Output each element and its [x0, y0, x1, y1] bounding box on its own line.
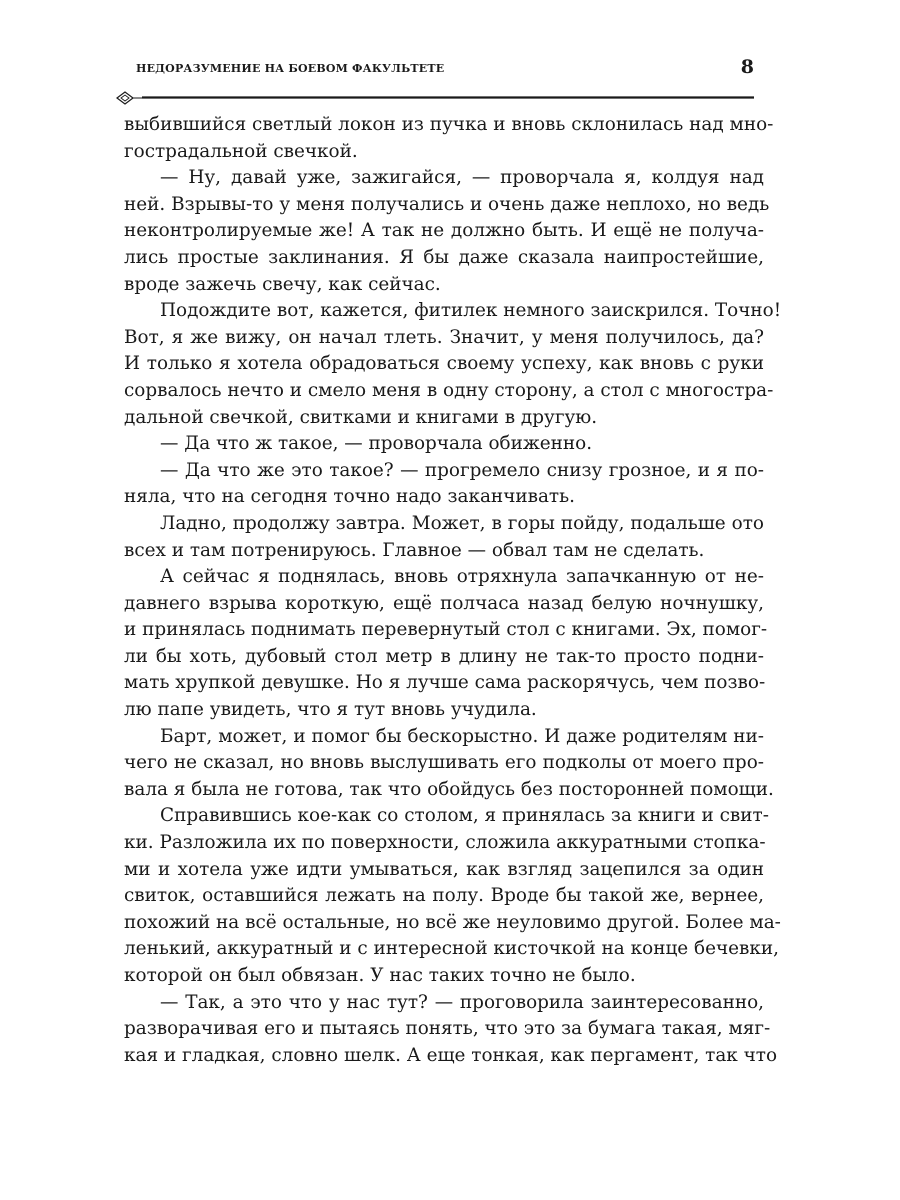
- text-line: вроде зажечь свечу, как сейчас.: [124, 273, 441, 295]
- text-line: Справившись кое-как со столом, я принялась за книги и свит-: [160, 805, 769, 827]
- text-line: ленький, аккуратный и с интересной кисточкой на конце бечевки,: [124, 938, 779, 960]
- text-line: — Да что же это такое? — прогремело снизу грозное, и я по-: [160, 459, 764, 481]
- text-line: ми и хотела уже идти умываться, как взгляд зацепился за один: [124, 858, 764, 880]
- text-line: свиток, оставшийся лежать на полу. Вроде бы такой же, вернее,: [124, 885, 764, 907]
- body-text: [124, 112, 782, 1069]
- text-line: Подождите вот, кажется, фитилек немного заискрился. Точно!: [160, 300, 782, 322]
- text-line: разворачивая его и пытаясь понять, что это за бумага такая, мяг-: [124, 1018, 771, 1040]
- header-rule-ornament: [114, 87, 760, 109]
- text-line: Барт, может, и помог бы бескорыстно. И даже родителям ни-: [160, 725, 764, 747]
- text-line: сорвалось нечто и смело меня в одну сторону, а стол с многостра-: [124, 379, 774, 401]
- text-line: няла, что на сегодня точно надо заканчивать.: [124, 486, 575, 508]
- text-line: давнего взрыва короткую, ещё полчаса назад белую ночнушку,: [124, 592, 764, 614]
- text-line: ки. Разложила их по поверхности, сложила аккуратными стопка-: [124, 832, 766, 854]
- diamond-ornament-icon: [117, 92, 133, 104]
- text-line: мать хрупкой девушке. Но я лучше сама раскорячусь, чем позво-: [124, 672, 766, 694]
- text-line: — Ну, давай уже, зажигайся, — проворчала я, колдуя над: [160, 167, 764, 189]
- page-header: [124, 58, 756, 84]
- page-number: 8: [740, 56, 754, 78]
- text-line: лю папе увидеть, что я тут вновь учудила.: [124, 699, 537, 721]
- text-line: чего не сказал, но вновь выслушивать его подколы от моего про-: [124, 752, 764, 774]
- text-line: гострадальной свечкой.: [124, 140, 358, 162]
- text-line: которой он был обвязан. У нас таких точно не было.: [124, 965, 636, 986]
- text-line: выбившийся светлый локон из пучка и вновь склонилась над мно-: [124, 114, 774, 135]
- text-line: — Так, а это что у нас тут? — проговорила заинтересованно,: [160, 991, 764, 1013]
- text-line: — Да что ж такое, — проворчала обиженно.: [160, 433, 593, 455]
- text-line: Ладно, продолжу завтра. Может, в горы пойду, подальше ото: [160, 512, 764, 534]
- text-line: всех и там потренируюсь. Главное — обвал там не сделать.: [124, 539, 705, 561]
- text-line: ней. Взрывы-то у меня получались и очень даже неплохо, но ведь: [124, 193, 770, 215]
- text-line: Вот, я же вижу, он начал тлеть. Значит, у меня получилось, да?: [124, 326, 764, 348]
- running-title: НЕДОРАЗУМЕНИЕ НА БОЕВОМ ФАКУЛЬТЕТЕ: [136, 62, 445, 75]
- text-line: похожий на всё остальные, но всё же неуловимо другой. Более ма-: [124, 911, 781, 933]
- text-line: дальной свечкой, свитками и книгами в другую.: [124, 406, 598, 428]
- text-line: А сейчас я поднялась, вновь отряхнула запачканную от не-: [160, 566, 764, 588]
- text-line: неконтролируемые же! А так не должно быть. И ещё не получа-: [124, 220, 764, 242]
- text-line: и принялась поднимать перевернутый стол с книгами. Эх, помог-: [124, 619, 768, 641]
- text-line: кая и гладкая, словно шелк. А еще тонкая, как пергамент, так что: [124, 1044, 778, 1066]
- text-line: лись простые заклинания. Я бы даже сказала наипростейшие,: [124, 246, 764, 268]
- text-line: И только я хотела обрадоваться своему успеху, как вновь с руки: [124, 353, 764, 375]
- text-line: ли бы хоть, дубовый стол метр в длину не так-то просто подни-: [124, 645, 764, 667]
- text-line: вала я была не готова, так что обойдусь без посторонней помощи.: [124, 778, 774, 800]
